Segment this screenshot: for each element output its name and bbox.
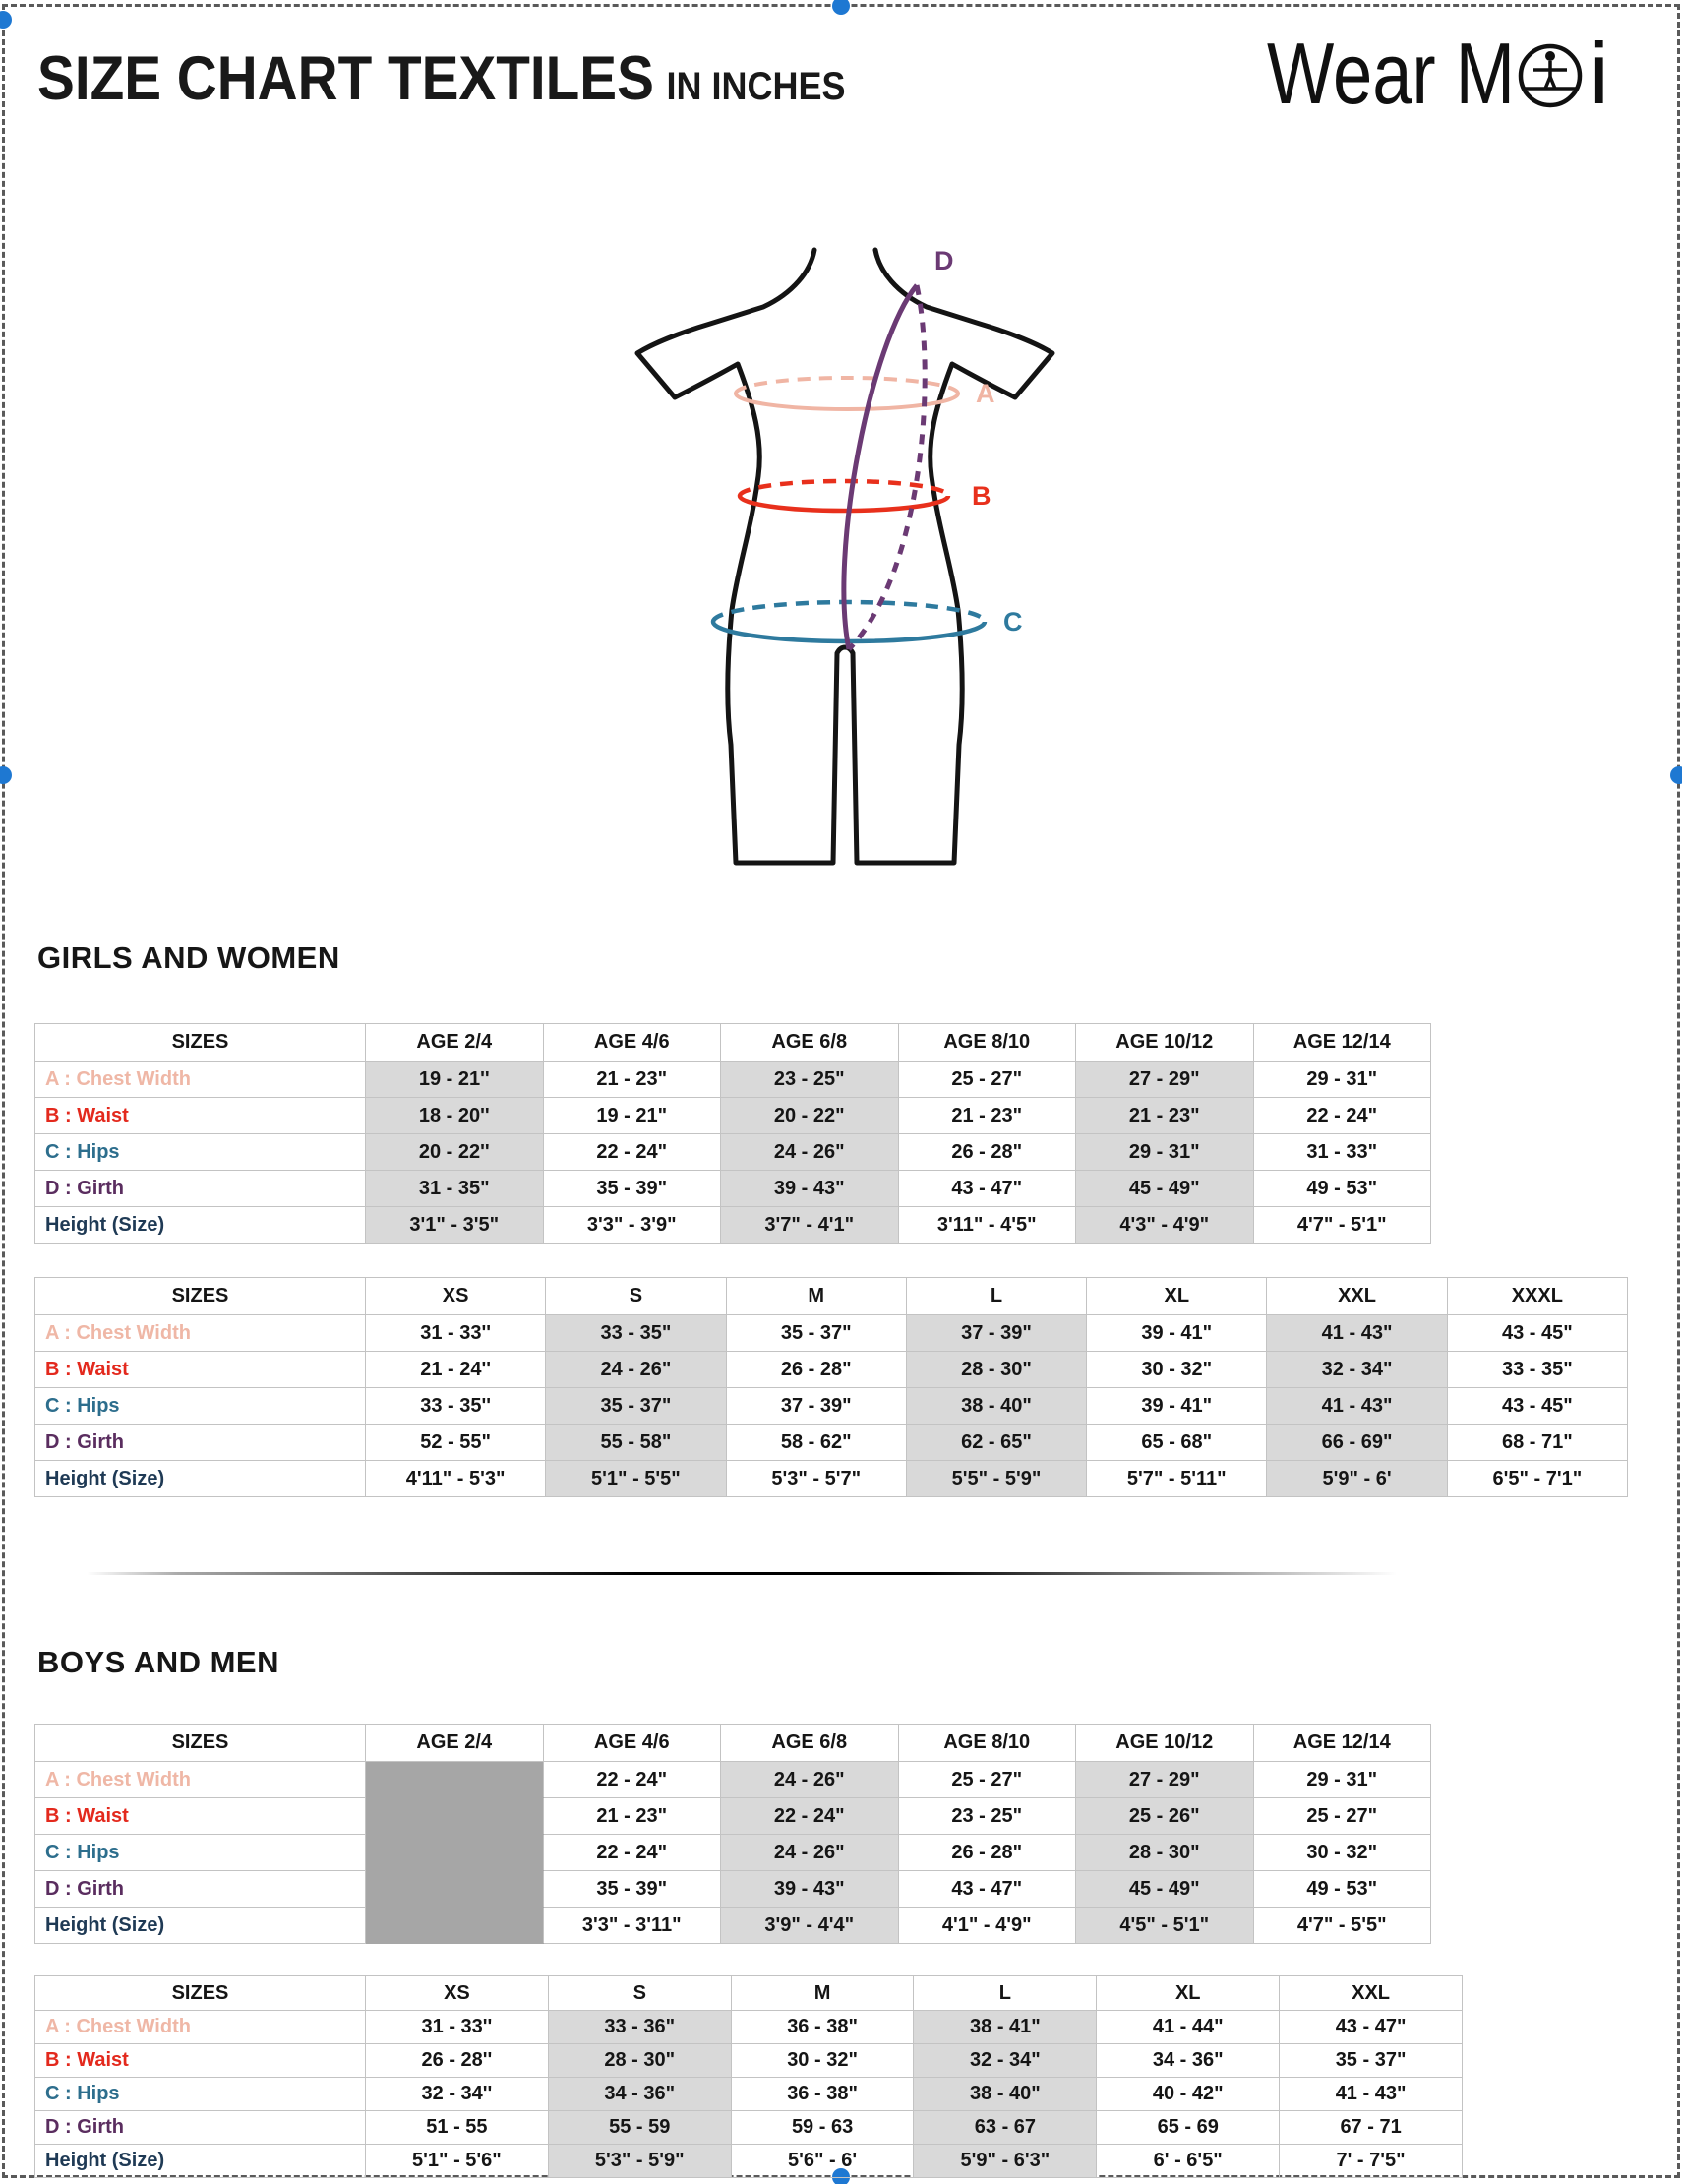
row-label: A : Chest Width bbox=[35, 1062, 366, 1098]
size-column-header: AGE 2/4 bbox=[366, 1024, 544, 1062]
size-value-cell: 63 - 67 bbox=[914, 2111, 1097, 2145]
size-value-cell: 67 - 71 bbox=[1280, 2111, 1463, 2145]
size-column-header: AGE 6/8 bbox=[721, 1024, 899, 1062]
size-value-cell: 59 - 63 bbox=[731, 2111, 914, 2145]
row-label: B : Waist bbox=[35, 1098, 366, 1134]
row-label: C : Hips bbox=[35, 1134, 366, 1171]
measure-row bbox=[35, 1871, 1431, 1908]
size-value-cell: 38 - 40" bbox=[906, 1388, 1086, 1425]
measure-row bbox=[35, 1062, 1431, 1098]
size-value-cell: 32 - 34" bbox=[1267, 1352, 1447, 1388]
selection-handle-top-left[interactable] bbox=[0, 11, 12, 29]
wear-moi-logo bbox=[1267, 26, 1656, 129]
size-value-cell: 39 - 43" bbox=[721, 1871, 899, 1908]
measure-row bbox=[35, 1207, 1431, 1244]
size-column-header: XS bbox=[366, 1278, 546, 1315]
size-column-header: AGE 4/6 bbox=[543, 1024, 721, 1062]
size-value-cell: 30 - 32" bbox=[1253, 1835, 1431, 1871]
size-value-cell: 6' - 6'5" bbox=[1097, 2145, 1280, 2178]
selection-handle-top-center[interactable] bbox=[832, 0, 850, 15]
size-value-cell: 5'5" - 5'9" bbox=[906, 1461, 1086, 1497]
row-label: B : Waist bbox=[35, 2044, 366, 2078]
size-value-cell: 6'5" - 7'1" bbox=[1447, 1461, 1627, 1497]
girth-loop-solid bbox=[844, 285, 917, 649]
row-label: Height (Size) bbox=[35, 2145, 366, 2178]
boys-size-table bbox=[34, 1975, 1463, 2178]
size-value-cell: 5'7" - 5'11" bbox=[1087, 1461, 1267, 1497]
row-label: Height (Size) bbox=[35, 1908, 366, 1944]
size-value-cell: 34 - 36" bbox=[548, 2078, 731, 2111]
sizes-header: SIZES bbox=[35, 1976, 366, 2011]
size-value-cell: 29 - 31" bbox=[1076, 1134, 1254, 1171]
size-value-cell: 26 - 28" bbox=[898, 1835, 1076, 1871]
size-value-cell: 43 - 47" bbox=[898, 1171, 1076, 1207]
size-value-cell: 3'3" - 3'9" bbox=[543, 1207, 721, 1244]
size-value-cell: 18 - 20'' bbox=[366, 1098, 544, 1134]
measure-row bbox=[35, 1134, 1431, 1171]
row-label: C : Hips bbox=[35, 1388, 366, 1425]
chest-label: A bbox=[976, 379, 995, 408]
size-value-cell bbox=[366, 1908, 544, 1944]
sizes-header: SIZES bbox=[35, 1725, 366, 1762]
measure-row bbox=[35, 1171, 1431, 1207]
size-value-cell bbox=[366, 1762, 544, 1798]
size-value-cell: 4'1" - 4'9" bbox=[898, 1908, 1076, 1944]
size-value-cell: 52 - 55" bbox=[366, 1425, 546, 1461]
row-label: D : Girth bbox=[35, 1871, 366, 1908]
measure-row bbox=[35, 1762, 1431, 1798]
row-label: B : Waist bbox=[35, 1798, 366, 1835]
size-value-cell: 23 - 25" bbox=[721, 1062, 899, 1098]
waist-label: B bbox=[972, 481, 991, 511]
size-value-cell: 36 - 38" bbox=[731, 2078, 914, 2111]
measure-row bbox=[35, 1908, 1431, 1944]
size-value-cell: 55 - 59 bbox=[548, 2111, 731, 2145]
size-column-header: AGE 4/6 bbox=[543, 1725, 721, 1762]
size-value-cell: 19 - 21" bbox=[543, 1098, 721, 1134]
size-value-cell: 45 - 49" bbox=[1076, 1171, 1254, 1207]
section-heading-girls-women: GIRLS AND WOMEN bbox=[37, 940, 340, 975]
size-value-cell: 21 - 23" bbox=[898, 1098, 1076, 1134]
size-column-header: M bbox=[726, 1278, 906, 1315]
size-value-cell bbox=[366, 1871, 544, 1908]
measure-row bbox=[35, 1352, 1628, 1388]
size-column-header: XXL bbox=[1267, 1278, 1447, 1315]
size-column-header: XS bbox=[366, 1976, 549, 2011]
row-label: Height (Size) bbox=[35, 1207, 366, 1244]
waist-ellipse-dashed bbox=[740, 481, 948, 496]
size-value-cell: 62 - 65" bbox=[906, 1425, 1086, 1461]
row-label: B : Waist bbox=[35, 1352, 366, 1388]
row-label: A : Chest Width bbox=[35, 1762, 366, 1798]
size-value-cell: 26 - 28" bbox=[898, 1134, 1076, 1171]
size-value-cell: 33 - 35'' bbox=[366, 1388, 546, 1425]
size-value-cell: 51 - 55 bbox=[366, 2111, 549, 2145]
size-value-cell: 39 - 41" bbox=[1087, 1315, 1267, 1352]
size-value-cell: 21 - 23" bbox=[543, 1798, 721, 1835]
size-value-cell: 49 - 53" bbox=[1253, 1871, 1431, 1908]
size-value-cell: 55 - 58" bbox=[546, 1425, 726, 1461]
row-label: D : Girth bbox=[35, 2111, 366, 2145]
size-value-cell: 35 - 37" bbox=[726, 1315, 906, 1352]
size-value-cell: 20 - 22" bbox=[721, 1098, 899, 1134]
size-value-cell: 25 - 26" bbox=[1076, 1798, 1254, 1835]
size-value-cell: 33 - 36" bbox=[548, 2011, 731, 2044]
size-value-cell: 5'9" - 6'3" bbox=[914, 2145, 1097, 2178]
sizes-header: SIZES bbox=[35, 1278, 366, 1315]
row-label: C : Hips bbox=[35, 2078, 366, 2111]
measure-row bbox=[35, 2078, 1463, 2111]
size-column-header: L bbox=[914, 1976, 1097, 2011]
girls-age-table bbox=[34, 1023, 1431, 1244]
sizes-header: SIZES bbox=[35, 1024, 366, 1062]
brand-text-suffix: i bbox=[1590, 26, 1609, 122]
size-value-cell: 31 - 33'' bbox=[366, 1315, 546, 1352]
size-column-header: AGE 8/10 bbox=[898, 1024, 1076, 1062]
waist-ellipse-solid bbox=[740, 496, 948, 511]
size-value-cell: 3'7" - 4'1" bbox=[721, 1207, 899, 1244]
measure-row bbox=[35, 2111, 1463, 2145]
size-value-cell bbox=[366, 1798, 544, 1835]
size-value-cell: 45 - 49" bbox=[1076, 1871, 1254, 1908]
size-value-cell: 65 - 69 bbox=[1097, 2111, 1280, 2145]
size-value-cell: 28 - 30" bbox=[906, 1352, 1086, 1388]
girls-size-table bbox=[34, 1277, 1628, 1497]
size-value-cell: 22 - 24" bbox=[543, 1835, 721, 1871]
row-label: D : Girth bbox=[35, 1425, 366, 1461]
ballerina-icon bbox=[1521, 46, 1580, 105]
size-value-cell: 27 - 29" bbox=[1076, 1762, 1254, 1798]
size-column-header: S bbox=[548, 1976, 731, 2011]
section-separator bbox=[87, 1572, 1397, 1575]
size-value-cell: 37 - 39" bbox=[906, 1315, 1086, 1352]
size-value-cell: 58 - 62" bbox=[726, 1425, 906, 1461]
measure-row bbox=[35, 1098, 1431, 1134]
size-value-cell: 68 - 71" bbox=[1447, 1425, 1627, 1461]
selection-handle-left-middle[interactable] bbox=[0, 766, 12, 784]
size-value-cell: 31 - 35" bbox=[366, 1171, 544, 1207]
size-value-cell: 3'11" - 4'5" bbox=[898, 1207, 1076, 1244]
size-column-header: AGE 12/14 bbox=[1253, 1024, 1431, 1062]
size-value-cell: 65 - 68" bbox=[1087, 1425, 1267, 1461]
size-value-cell: 5'9" - 6' bbox=[1267, 1461, 1447, 1497]
size-value-cell: 3'1" - 3'5" bbox=[366, 1207, 544, 1244]
page-title: SIZE CHART TEXTILES IN INCHES bbox=[37, 44, 846, 113]
size-value-cell: 35 - 37" bbox=[546, 1388, 726, 1425]
size-column-header: AGE 10/12 bbox=[1076, 1725, 1254, 1762]
size-value-cell: 33 - 35" bbox=[546, 1315, 726, 1352]
row-label: D : Girth bbox=[35, 1171, 366, 1207]
boys-age-table bbox=[34, 1724, 1431, 1944]
size-column-header: AGE 12/14 bbox=[1253, 1725, 1431, 1762]
size-value-cell: 23 - 25" bbox=[898, 1798, 1076, 1835]
hips-ellipse-dashed bbox=[713, 602, 985, 622]
size-value-cell: 26 - 28'' bbox=[366, 2044, 549, 2078]
size-value-cell: 24 - 26" bbox=[721, 1835, 899, 1871]
size-value-cell: 30 - 32" bbox=[1087, 1352, 1267, 1388]
size-value-cell: 25 - 27" bbox=[898, 1062, 1076, 1098]
size-value-cell: 31 - 33" bbox=[1253, 1134, 1431, 1171]
size-value-cell: 4'5" - 5'1" bbox=[1076, 1908, 1254, 1944]
size-value-cell: 39 - 43" bbox=[721, 1171, 899, 1207]
size-value-cell: 24 - 26" bbox=[721, 1134, 899, 1171]
size-value-cell: 35 - 39" bbox=[543, 1871, 721, 1908]
size-value-cell: 20 - 22'' bbox=[366, 1134, 544, 1171]
size-value-cell: 32 - 34'' bbox=[366, 2078, 549, 2111]
size-value-cell: 28 - 30" bbox=[1076, 1835, 1254, 1871]
size-column-header: S bbox=[546, 1278, 726, 1315]
size-value-cell: 38 - 40" bbox=[914, 2078, 1097, 2111]
size-value-cell: 29 - 31" bbox=[1253, 1762, 1431, 1798]
title-unit: IN INCHES bbox=[666, 65, 846, 108]
measurement-diagram bbox=[590, 228, 1062, 873]
row-label: Height (Size) bbox=[35, 1461, 366, 1497]
size-value-cell: 5'1" - 5'6" bbox=[366, 2145, 549, 2178]
size-value-cell: 4'3" - 4'9" bbox=[1076, 1207, 1254, 1244]
size-column-header: XL bbox=[1087, 1278, 1267, 1315]
size-table bbox=[34, 1023, 1431, 1244]
size-value-cell: 35 - 39" bbox=[543, 1171, 721, 1207]
measure-row bbox=[35, 1461, 1628, 1497]
size-value-cell: 3'3" - 3'11" bbox=[543, 1908, 721, 1944]
measure-row bbox=[35, 1315, 1628, 1352]
measure-row bbox=[35, 1798, 1431, 1835]
size-value-cell: 35 - 37" bbox=[1280, 2044, 1463, 2078]
size-value-cell: 19 - 21'' bbox=[366, 1062, 544, 1098]
size-column-header: M bbox=[731, 1976, 914, 2011]
size-value-cell: 43 - 47" bbox=[1280, 2011, 1463, 2044]
size-value-cell: 22 - 24" bbox=[1253, 1098, 1431, 1134]
size-value-cell: 66 - 69" bbox=[1267, 1425, 1447, 1461]
size-value-cell: 49 - 53" bbox=[1253, 1171, 1431, 1207]
size-value-cell: 21 - 23" bbox=[543, 1062, 721, 1098]
size-value-cell: 25 - 27" bbox=[1253, 1798, 1431, 1835]
size-value-cell: 24 - 26" bbox=[546, 1352, 726, 1388]
size-value-cell: 37 - 39" bbox=[726, 1388, 906, 1425]
measure-row bbox=[35, 1425, 1628, 1461]
size-value-cell: 40 - 42" bbox=[1097, 2078, 1280, 2111]
size-value-cell: 24 - 26" bbox=[721, 1762, 899, 1798]
size-value-cell: 26 - 28" bbox=[726, 1352, 906, 1388]
size-value-cell: 5'1" - 5'5" bbox=[546, 1461, 726, 1497]
size-value-cell: 36 - 38" bbox=[731, 2011, 914, 2044]
size-column-header: L bbox=[906, 1278, 1086, 1315]
row-label: A : Chest Width bbox=[35, 2011, 366, 2044]
size-column-header: XL bbox=[1097, 1976, 1280, 2011]
size-value-cell: 21 - 23" bbox=[1076, 1098, 1254, 1134]
girth-label: D bbox=[934, 246, 954, 275]
size-value-cell: 43 - 45" bbox=[1447, 1388, 1627, 1425]
size-value-cell: 5'6" - 6' bbox=[731, 2145, 914, 2178]
size-column-header: AGE 6/8 bbox=[721, 1725, 899, 1762]
size-value-cell: 22 - 24" bbox=[543, 1134, 721, 1171]
row-label: A : Chest Width bbox=[35, 1315, 366, 1352]
size-value-cell: 7' - 7'5" bbox=[1280, 2145, 1463, 2178]
measure-row bbox=[35, 1835, 1431, 1871]
size-value-cell: 4'11" - 5'3" bbox=[366, 1461, 546, 1497]
size-column-header: XXXL bbox=[1447, 1278, 1627, 1315]
size-value-cell: 27 - 29" bbox=[1076, 1062, 1254, 1098]
brand-text-prefix: Wear M bbox=[1267, 26, 1515, 122]
measure-row bbox=[35, 2145, 1463, 2178]
size-value-cell: 28 - 30" bbox=[548, 2044, 731, 2078]
size-value-cell: 5'3" - 5'7" bbox=[726, 1461, 906, 1497]
size-value-cell: 4'7" - 5'1" bbox=[1253, 1207, 1431, 1244]
size-column-header: XXL bbox=[1280, 1976, 1463, 2011]
size-column-header: AGE 2/4 bbox=[366, 1725, 544, 1762]
size-value-cell: 3'9" - 4'4" bbox=[721, 1908, 899, 1944]
size-table bbox=[34, 1277, 1628, 1497]
size-table bbox=[34, 1724, 1431, 1944]
size-value-cell: 25 - 27" bbox=[898, 1762, 1076, 1798]
size-value-cell bbox=[366, 1835, 544, 1871]
size-value-cell: 22 - 24" bbox=[721, 1798, 899, 1835]
size-value-cell: 31 - 33'' bbox=[366, 2011, 549, 2044]
size-column-header: AGE 10/12 bbox=[1076, 1024, 1254, 1062]
size-value-cell: 4'7" - 5'5" bbox=[1253, 1908, 1431, 1944]
measure-row bbox=[35, 2044, 1463, 2078]
size-column-header: AGE 8/10 bbox=[898, 1725, 1076, 1762]
row-label: C : Hips bbox=[35, 1835, 366, 1871]
size-value-cell: 41 - 43" bbox=[1267, 1388, 1447, 1425]
size-value-cell: 43 - 47" bbox=[898, 1871, 1076, 1908]
size-value-cell: 5'3" - 5'9" bbox=[548, 2145, 731, 2178]
size-value-cell: 29 - 31" bbox=[1253, 1062, 1431, 1098]
size-value-cell: 41 - 43" bbox=[1267, 1315, 1447, 1352]
selection-handle-right-middle[interactable] bbox=[1670, 766, 1682, 784]
size-value-cell: 33 - 35" bbox=[1447, 1352, 1627, 1388]
size-value-cell: 41 - 44" bbox=[1097, 2011, 1280, 2044]
size-value-cell: 32 - 34" bbox=[914, 2044, 1097, 2078]
hips-label: C bbox=[1003, 607, 1023, 637]
size-value-cell: 38 - 41" bbox=[914, 2011, 1097, 2044]
size-value-cell: 39 - 41" bbox=[1087, 1388, 1267, 1425]
size-value-cell: 34 - 36" bbox=[1097, 2044, 1280, 2078]
measure-row bbox=[35, 2011, 1463, 2044]
section-heading-boys-men: BOYS AND MEN bbox=[37, 1645, 279, 1679]
measure-row bbox=[35, 1388, 1628, 1425]
size-value-cell: 21 - 24'' bbox=[366, 1352, 546, 1388]
size-table bbox=[34, 1975, 1463, 2178]
size-value-cell: 43 - 45" bbox=[1447, 1315, 1627, 1352]
size-value-cell: 30 - 32" bbox=[731, 2044, 914, 2078]
size-value-cell: 41 - 43" bbox=[1280, 2078, 1463, 2111]
size-value-cell: 22 - 24" bbox=[543, 1762, 721, 1798]
